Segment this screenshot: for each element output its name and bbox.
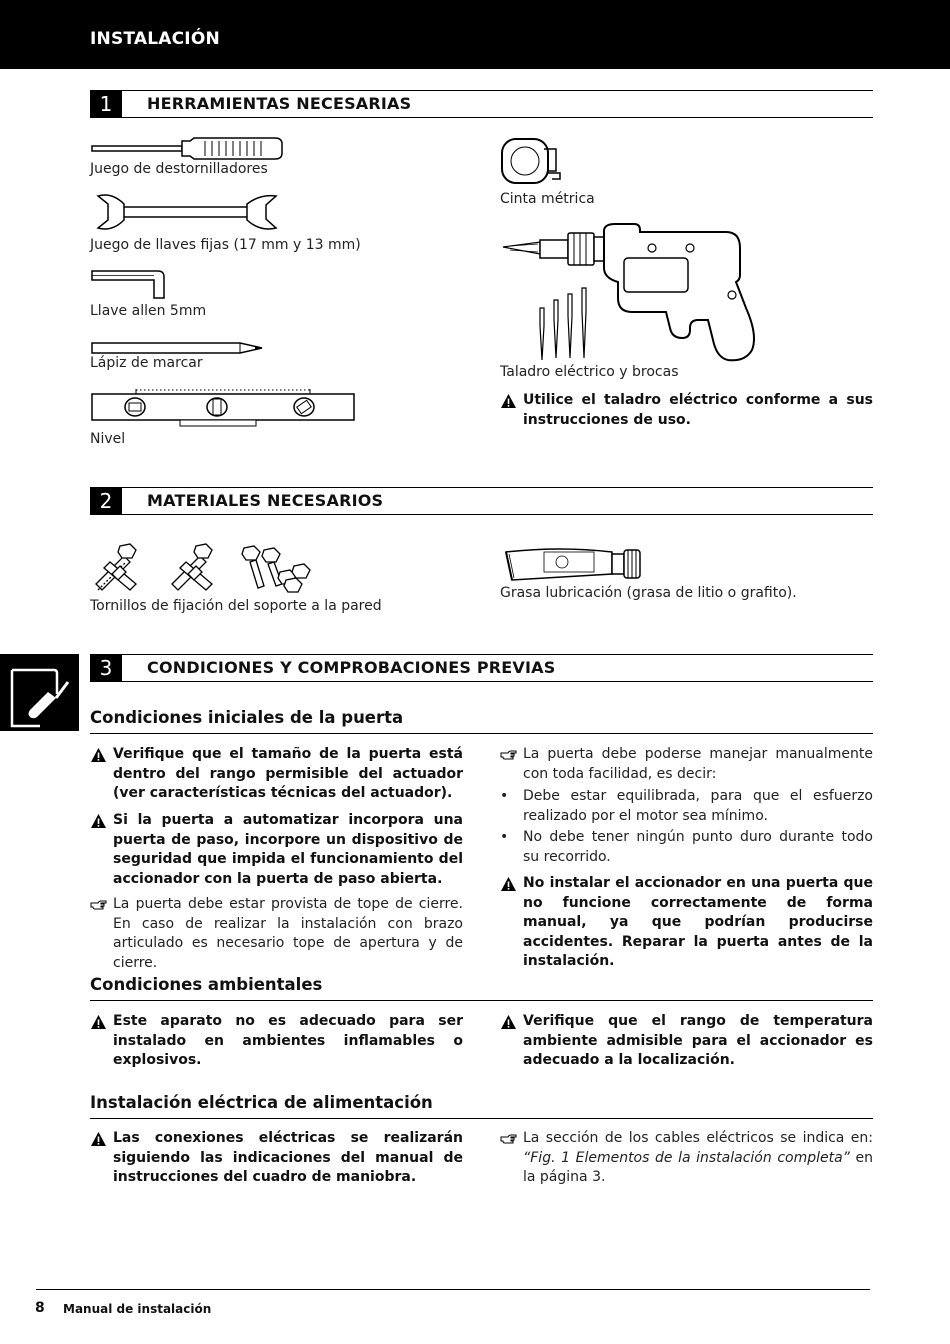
list-item: • Debe estar equilibrada, para que el esfuerzo realizado por el motor sea mínimo. (500, 788, 873, 824)
caption-level: Nivel (90, 431, 126, 447)
note-cable-section: La sección de los cables eléctricos se indica en: “Fig. 1 Elementos de la instalación completa” en la página 3. (500, 1129, 873, 1188)
section-title: HERRAMIENTAS NECESARIAS (147, 94, 412, 113)
caption-allen: Llave allen 5mm (90, 303, 207, 319)
screwdriver-icon (90, 135, 285, 163)
page-header-title: INSTALACIÓN (90, 29, 220, 49)
note-manual-handling: La puerta debe poderse manejar manualmente con toda facilidad, es decir: (500, 745, 873, 784)
warning-icon (500, 393, 517, 409)
warning-temperature: Verifique que el rango de temperatura ambiente admisible para el accionador es adecuado a la localización. (500, 1012, 873, 1071)
caption-screwdrivers: Juego de destornilladores (90, 161, 268, 177)
caption-wrenches: Juego de llaves fijas (17 mm y 13 mm) (90, 237, 361, 253)
level-icon (90, 388, 358, 430)
warning-door-size: Verifique que el tamaño de la puerta está dentro del rango permisible del actuador (ver características técnicas del actuador). (90, 745, 463, 804)
subheading-door-conditions: Condiciones iniciales de la puerta (90, 708, 873, 734)
drill-icon (500, 220, 762, 365)
tape-measure-icon (498, 135, 568, 190)
footer-title: Manual de instalación (63, 1302, 212, 1316)
caption-pencil: Lápiz de marcar (90, 355, 203, 371)
caption-screws: Tornillos de fijación del soporte a la pared (90, 598, 382, 614)
warning-pass-door: Si la puerta a automatizar incorpora una puerta de paso, incorpore un dispositivo de seguridad que impida el funcionamiento del accionador con la puerta de paso abierta. (90, 811, 463, 889)
side-tab (0, 654, 79, 731)
warning-icon (90, 1014, 107, 1030)
section-title: CONDICIONES Y COMPROBACIONES PREVIAS (147, 658, 556, 677)
warning-icon (90, 747, 107, 763)
caption-tape: Cinta métrica (500, 191, 595, 207)
warning-icon (500, 876, 517, 892)
note-door-stop: La puerta debe estar provista de tope de cierre. En caso de realizar la instalación con brazo articulado es necesario tope de apertura y de cierre. (90, 895, 463, 973)
subheading-environment: Condiciones ambientales (90, 975, 873, 1001)
warning-icon (500, 1014, 517, 1030)
hand-pointer-icon (500, 1131, 517, 1147)
figure-reference: “Fig. 1 Elementos de la instalación completa” (523, 1149, 850, 1166)
screws-plugs-icon (90, 540, 320, 598)
page-number: 8 (35, 1300, 45, 1316)
wrench-icon (90, 190, 285, 235)
section-3-heading (90, 654, 873, 682)
grease-tube-icon (500, 540, 650, 585)
section-1-heading (90, 90, 873, 118)
warning-icon (90, 813, 107, 829)
hand-pointer-icon (500, 747, 517, 763)
hand-pointer-icon (90, 897, 107, 913)
section-number: 1 (90, 90, 122, 118)
caption-drill: Taladro eléctrico y brocas (500, 364, 679, 380)
subheading-electrical: Instalación eléctrica de alimentación (90, 1093, 873, 1119)
warning-flammable: Este aparato no es adecuado para ser instalado en ambientes inflamables o explosivos. (90, 1012, 463, 1071)
page-header-bar (0, 0, 950, 69)
section-number: 3 (90, 654, 122, 682)
footer-rule (36, 1289, 870, 1290)
section-number: 2 (90, 487, 122, 515)
screwdriver-tab-icon (0, 654, 79, 731)
warning-icon (90, 1131, 107, 1147)
allen-key-icon (90, 268, 170, 302)
section-title: MATERIALES NECESARIOS (147, 491, 384, 510)
drill-warning: Utilice el taladro eléctrico conforme a sus instrucciones de uso. (500, 391, 873, 430)
warning-electrical: Las conexiones eléctricas se realizarán siguiendo las indicaciones del manual de instrucciones del cuadro de maniobra. (90, 1129, 463, 1188)
caption-grease: Grasa lubricación (grasa de litio o grafito). (500, 585, 797, 601)
warning-manual-operation: No instalar el accionador en una puerta que no funcione correctamente de forma manual, ya que podrían producirse accidentes. Reparar la puerta antes de la instalación. (500, 874, 873, 972)
list-item: • No debe tener ningún punto duro durante todo su recorrido. (500, 829, 873, 865)
section-2-heading (90, 487, 873, 515)
